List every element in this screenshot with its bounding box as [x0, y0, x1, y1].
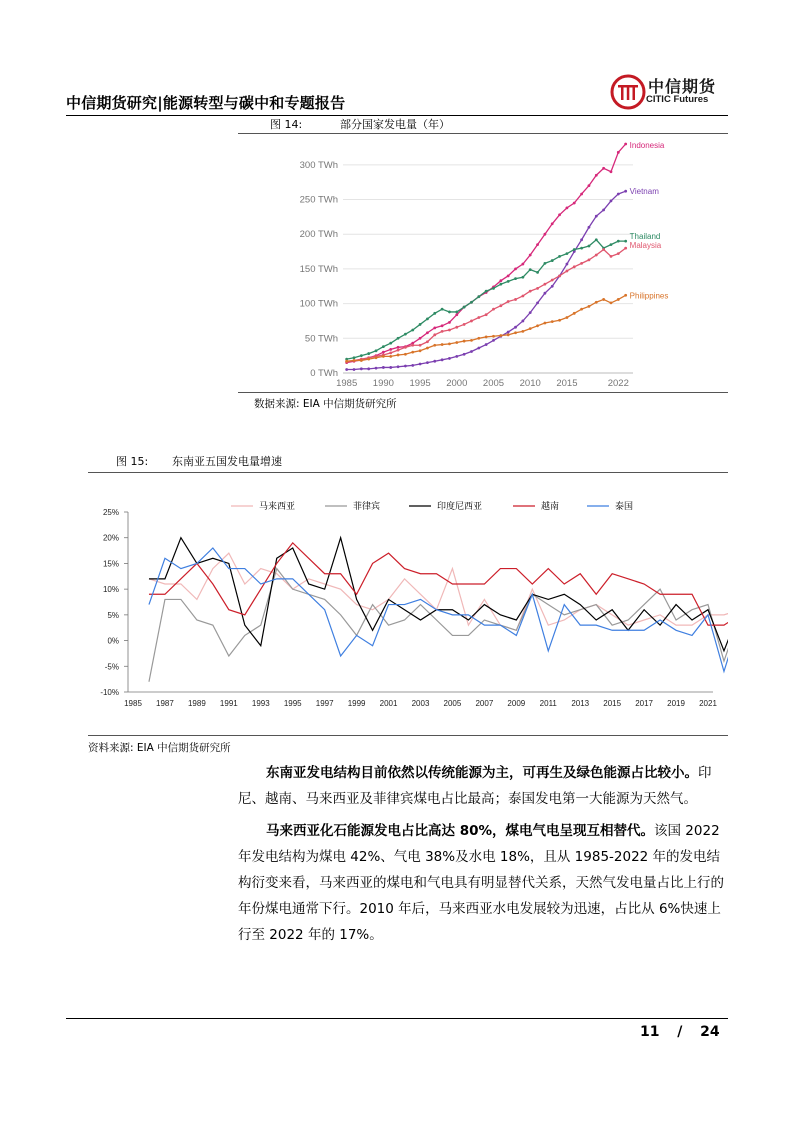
x-tick-label: 2009: [507, 699, 526, 708]
data-point-thailand: [382, 345, 385, 348]
legend-label: 印度尼西亚: [437, 501, 483, 511]
data-point-thailand: [485, 290, 488, 293]
data-point-indonesia: [507, 274, 510, 277]
figure15-source: 资料来源: EIA 中信期货研究所: [88, 742, 231, 754]
data-point-vietnam: [485, 343, 488, 346]
x-tick-label: 1985: [124, 699, 142, 708]
data-point-thailand: [521, 276, 524, 279]
data-point-philippines: [426, 347, 429, 350]
data-point-malaysia: [419, 344, 422, 347]
paragraph-1-text: 印尼、越南、马来西亚及菲律宾煤电占比最高；泰国发电第一大能源为天然气。: [238, 765, 712, 807]
x-tick-label: 2001: [379, 699, 398, 708]
data-point-vietnam: [470, 350, 473, 353]
data-point-philippines: [551, 320, 554, 323]
citic-logo: [610, 72, 730, 112]
data-point-indonesia: [566, 206, 569, 209]
logo-text-en: CITIC Futures: [646, 94, 709, 105]
data-point-thailand: [617, 240, 620, 243]
data-point-indonesia: [382, 351, 385, 354]
data-point-thailand: [536, 271, 539, 274]
y-tick-label: 5%: [107, 610, 119, 620]
y-tick-label: 200 TWh: [299, 229, 338, 241]
data-point-thailand: [404, 333, 407, 336]
data-point-philippines: [529, 327, 532, 330]
data-point-malaysia: [551, 279, 554, 282]
data-point-vietnam: [426, 361, 429, 364]
y-tick-label: 250 TWh: [299, 194, 338, 206]
data-point-vietnam: [411, 364, 414, 367]
data-point-vietnam: [463, 353, 466, 356]
legend-label: 马来西亚: [259, 501, 296, 511]
x-tick-label: 2010: [519, 378, 541, 389]
data-point-philippines: [404, 353, 407, 356]
data-point-indonesia: [595, 174, 598, 177]
data-point-malaysia: [536, 287, 539, 290]
data-point-vietnam: [529, 311, 532, 314]
data-point-indonesia: [536, 243, 539, 246]
series-label-thailand: Thailand: [629, 232, 661, 242]
chart-growth-rate: [88, 490, 728, 715]
data-point-philippines: [514, 331, 517, 334]
data-point-philippines: [353, 359, 356, 362]
data-point-malaysia: [448, 329, 451, 332]
data-point-malaysia: [411, 344, 414, 347]
data-point-malaysia: [470, 320, 473, 323]
y-tick-label: 0%: [107, 636, 119, 646]
data-point-thailand: [360, 354, 363, 357]
figure14-bottom-rule: [238, 392, 728, 393]
data-point-vietnam: [404, 365, 407, 368]
data-point-philippines: [389, 355, 392, 358]
x-tick-label: 1993: [251, 699, 270, 708]
data-point-thailand: [375, 349, 378, 352]
data-point-vietnam: [492, 339, 495, 342]
y-tick-label: -10%: [100, 688, 119, 697]
x-tick-label: 1997: [315, 699, 334, 708]
data-point-philippines: [573, 312, 576, 315]
citic-logo-icon: [610, 74, 646, 110]
data-point-philippines: [617, 298, 620, 301]
data-point-thailand: [397, 337, 400, 340]
data-point-malaysia: [485, 313, 488, 316]
data-point-malaysia: [573, 265, 576, 268]
legend-label: 菲律宾: [353, 501, 381, 511]
data-point-vietnam: [610, 200, 613, 203]
data-point-thailand: [411, 329, 414, 332]
data-point-indonesia: [610, 170, 613, 173]
data-point-philippines: [367, 358, 370, 361]
y-tick-label: -5%: [104, 662, 119, 672]
series-line: [149, 538, 728, 651]
x-tick-label: 1995: [409, 378, 431, 389]
footer-divider: [66, 1018, 728, 1019]
y-tick-label: 15%: [102, 559, 119, 569]
data-point-malaysia: [404, 346, 407, 349]
data-point-vietnam: [397, 365, 400, 368]
data-point-thailand: [455, 311, 458, 314]
data-point-vietnam: [389, 366, 392, 369]
data-point-indonesia: [448, 321, 451, 324]
figure14-label: 图 14:: [270, 118, 303, 131]
data-point-philippines: [595, 301, 598, 304]
data-point-vietnam: [521, 320, 524, 323]
data-point-indonesia: [551, 222, 554, 225]
data-point-vietnam: [382, 366, 385, 369]
data-point-indonesia: [499, 279, 502, 282]
x-tick-label: 2000: [446, 378, 468, 389]
data-point-indonesia: [529, 254, 532, 257]
x-tick-label: 1985: [336, 378, 358, 389]
data-point-philippines: [441, 343, 444, 346]
data-point-thailand: [419, 323, 422, 326]
data-point-philippines: [360, 359, 363, 362]
data-point-malaysia: [543, 283, 546, 286]
x-tick-label: 1989: [187, 699, 206, 708]
data-point-indonesia: [426, 331, 429, 334]
x-tick-label: 2011: [539, 699, 557, 708]
data-point-thailand: [551, 259, 554, 262]
data-point-thailand: [353, 356, 356, 359]
x-tick-label: 1995: [283, 699, 302, 708]
data-point-vietnam: [580, 238, 583, 241]
paragraph-1: [238, 760, 728, 812]
data-point-thailand: [595, 238, 598, 241]
y-tick-label: 0 TWh: [310, 368, 338, 379]
data-point-philippines: [411, 351, 414, 354]
data-point-malaysia: [580, 262, 583, 265]
x-tick-label: 2019: [667, 699, 685, 708]
data-point-philippines: [499, 334, 502, 337]
data-point-indonesia: [441, 324, 444, 327]
data-point-malaysia: [617, 252, 620, 255]
data-point-philippines: [485, 336, 488, 339]
data-point-philippines: [345, 360, 348, 363]
data-point-philippines: [492, 335, 495, 338]
x-tick-label: 1991: [219, 699, 238, 708]
x-tick-label: 2005: [482, 378, 505, 389]
data-point-thailand: [470, 301, 473, 304]
figure14-title: 部分国家发电量（年）: [340, 118, 450, 131]
data-point-malaysia: [588, 258, 591, 261]
x-tick-label: 1999: [347, 699, 366, 708]
x-tick-label: 2005: [443, 699, 462, 708]
page-current: 11: [640, 1024, 660, 1040]
logo-text-cn: 中信期货: [648, 77, 717, 96]
data-point-indonesia: [543, 233, 546, 236]
data-point-vietnam: [360, 367, 363, 370]
data-point-indonesia: [419, 337, 422, 340]
data-point-thailand: [441, 308, 444, 311]
series-line: [149, 569, 728, 682]
series-line-thailand: [347, 240, 626, 359]
data-point-indonesia: [624, 143, 627, 146]
data-point-thailand: [389, 342, 392, 345]
data-point-vietnam: [441, 358, 444, 361]
data-point-indonesia: [389, 348, 392, 351]
data-point-vietnam: [624, 190, 627, 193]
data-point-vietnam: [419, 363, 422, 366]
y-tick-label: 50 TWh: [304, 333, 338, 345]
data-point-vietnam: [448, 357, 451, 360]
data-point-philippines: [521, 330, 524, 333]
series-label-malaysia: Malaysia: [629, 241, 662, 251]
y-tick-label: 20%: [102, 533, 119, 543]
data-point-thailand: [588, 245, 591, 248]
data-point-vietnam: [353, 368, 356, 371]
data-point-malaysia: [389, 351, 392, 354]
data-point-vietnam: [507, 331, 510, 334]
data-point-philippines: [566, 316, 569, 319]
data-point-vietnam: [602, 209, 605, 212]
data-point-indonesia: [602, 167, 605, 170]
data-point-vietnam: [433, 360, 436, 363]
data-point-thailand: [477, 295, 480, 298]
data-point-thailand: [492, 287, 495, 290]
data-point-indonesia: [617, 151, 620, 154]
data-point-indonesia: [455, 313, 458, 316]
x-tick-label: 2003: [411, 699, 430, 708]
y-tick-label: 100 TWh: [299, 298, 338, 310]
x-tick-label: 2021: [699, 699, 717, 708]
y-tick-label: 10%: [102, 585, 119, 595]
x-tick-label: 2017: [635, 699, 654, 708]
data-point-philippines: [602, 298, 605, 301]
data-point-thailand: [448, 311, 451, 314]
data-point-vietnam: [477, 347, 480, 350]
figure15-label: 图 15:: [116, 455, 149, 468]
data-point-philippines: [558, 319, 561, 322]
data-point-malaysia: [610, 255, 613, 258]
data-point-vietnam: [595, 215, 598, 218]
data-point-thailand: [433, 312, 436, 315]
data-point-vietnam: [551, 285, 554, 288]
data-point-philippines: [580, 308, 583, 311]
data-point-thailand: [610, 243, 613, 246]
data-point-malaysia: [558, 274, 561, 277]
y-tick-label: 300 TWh: [299, 159, 338, 171]
data-point-philippines: [588, 305, 591, 308]
data-point-malaysia: [624, 247, 627, 250]
data-point-thailand: [529, 268, 532, 271]
data-point-philippines: [610, 302, 613, 305]
series-label-indonesia: Indonesia: [629, 141, 665, 150]
paragraph-1-bold: 东南亚发电结构目前依然以传统能源为主，可再生及绿色能源占比较小。: [266, 765, 698, 781]
data-point-vietnam: [455, 355, 458, 358]
data-point-malaysia: [521, 295, 524, 298]
page-number: [640, 1024, 720, 1040]
data-point-philippines: [419, 349, 422, 352]
data-point-indonesia: [580, 193, 583, 196]
data-point-indonesia: [514, 268, 517, 271]
data-point-thailand: [367, 352, 370, 355]
figure15-caption-rule: [88, 472, 728, 473]
page-separator: /: [677, 1024, 683, 1040]
data-point-vietnam: [375, 367, 378, 370]
data-point-malaysia: [514, 298, 517, 301]
data-point-malaysia: [492, 308, 495, 311]
data-point-thailand: [543, 262, 546, 265]
data-point-vietnam: [543, 292, 546, 295]
y-tick-label: 25%: [102, 508, 119, 517]
legend-label: 越南: [541, 501, 560, 511]
data-point-indonesia: [433, 326, 436, 329]
paragraph-2: [238, 818, 728, 948]
x-tick-label: 2022: [607, 378, 629, 389]
paragraph-2-text: 该国 2022 年发电结构为煤电 42%、气电 38%及水电 18%，且从 1985-2022 年的发电结构衍变来看，马来西亚的煤电和气电具有明显替代关系，天然气发电量占比上行的年份煤电通常下行。2010 年后，马来西亚水电发展较为迅速，占比从 6%快速上行至 2022 年的 17%。: [238, 823, 724, 943]
data-point-vietnam: [345, 368, 348, 371]
series-label-philippines: Philippines: [629, 291, 669, 301]
data-point-vietnam: [566, 263, 569, 266]
data-point-thailand: [426, 317, 429, 320]
data-point-vietnam: [514, 326, 517, 329]
series-line-vietnam: [347, 191, 626, 369]
data-point-vietnam: [367, 367, 370, 370]
data-point-malaysia: [507, 300, 510, 303]
paragraph-2-bold: 马来西亚化石能源发电占比高达 80%，煤电气电呈现互相替代。: [266, 823, 655, 839]
data-point-malaysia: [426, 340, 429, 343]
data-point-thailand: [499, 283, 502, 286]
data-point-indonesia: [573, 202, 576, 205]
data-point-philippines: [543, 322, 546, 325]
data-point-malaysia: [566, 270, 569, 273]
series-label-vietnam: Vietnam: [629, 187, 659, 197]
data-point-malaysia: [455, 326, 458, 329]
x-tick-label: 1990: [372, 378, 394, 389]
data-point-philippines: [463, 340, 466, 343]
data-point-philippines: [624, 294, 627, 297]
data-point-vietnam: [588, 226, 591, 229]
report-title: 中信期货研究|能源转型与碳中和专题报告: [66, 94, 346, 112]
data-point-philippines: [536, 324, 539, 327]
data-point-thailand: [624, 240, 627, 243]
figure15-bottom-rule: [88, 735, 728, 736]
data-point-malaysia: [397, 349, 400, 352]
data-point-philippines: [470, 339, 473, 342]
data-point-philippines: [433, 344, 436, 347]
data-point-vietnam: [536, 302, 539, 305]
x-tick-label: 2007: [475, 699, 494, 708]
data-point-thailand: [573, 248, 576, 251]
data-point-malaysia: [463, 323, 466, 326]
series-line-philippines: [347, 295, 626, 361]
data-point-malaysia: [595, 254, 598, 257]
data-point-malaysia: [529, 290, 532, 293]
x-tick-label: 2013: [571, 699, 590, 708]
data-point-malaysia: [602, 248, 605, 251]
data-point-indonesia: [521, 263, 524, 266]
data-point-philippines: [477, 337, 480, 340]
series-line-indonesia: [347, 144, 626, 363]
page-total: 24: [700, 1024, 720, 1040]
data-point-malaysia: [477, 316, 480, 319]
x-tick-label: 1987: [156, 699, 174, 708]
data-point-philippines: [455, 341, 458, 344]
data-point-thailand: [566, 252, 569, 255]
data-point-indonesia: [397, 346, 400, 349]
data-point-thailand: [463, 306, 466, 309]
data-point-vietnam: [617, 193, 620, 196]
data-point-thailand: [580, 247, 583, 250]
data-point-philippines: [448, 342, 451, 345]
chart-power-generation: [238, 134, 728, 392]
data-point-indonesia: [558, 213, 561, 216]
data-point-malaysia: [433, 333, 436, 336]
data-point-thailand: [558, 255, 561, 258]
data-point-philippines: [375, 356, 378, 359]
y-tick-label: 150 TWh: [299, 263, 338, 275]
data-point-philippines: [382, 355, 385, 358]
data-point-thailand: [514, 277, 517, 280]
data-point-thailand: [507, 280, 510, 283]
x-tick-label: 2015: [556, 378, 578, 389]
legend-label: 泰国: [615, 501, 634, 511]
data-point-philippines: [507, 333, 510, 336]
x-tick-label: 2015: [603, 699, 622, 708]
data-point-malaysia: [499, 304, 502, 307]
data-point-malaysia: [441, 330, 444, 333]
figure15-title: 东南亚五国发电量增速: [172, 455, 282, 468]
data-point-indonesia: [588, 184, 591, 187]
data-point-philippines: [397, 354, 400, 357]
figure14-source: 数据来源: EIA 中信期货研究所: [254, 398, 397, 410]
